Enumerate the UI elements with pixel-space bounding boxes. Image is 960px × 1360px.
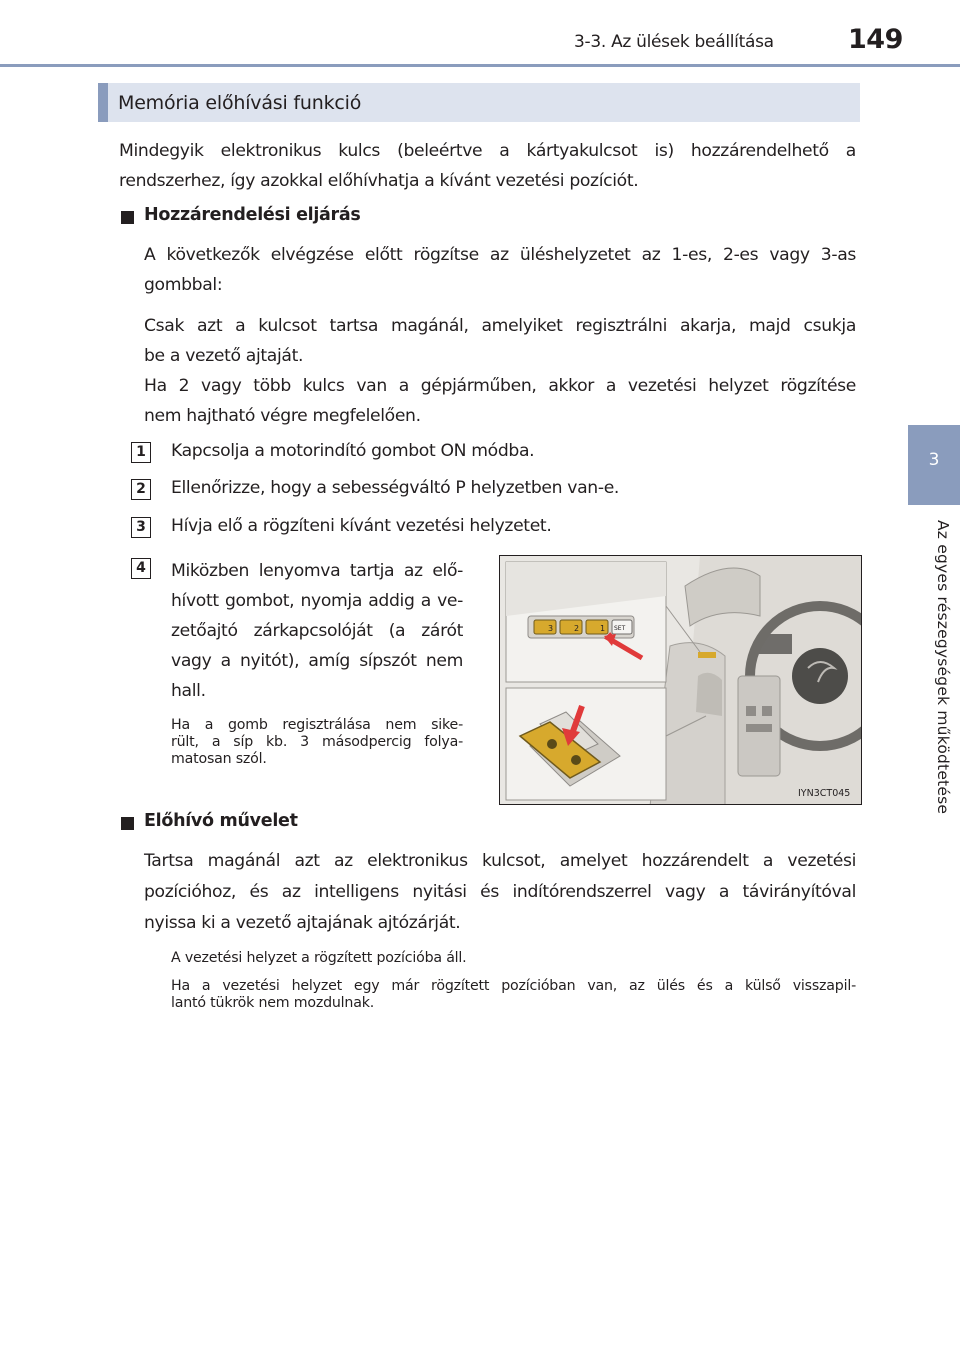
bullet-square	[121, 817, 134, 830]
recall-note2-line2: lantó tükrök nem mozdulnak.	[171, 995, 375, 1011]
step4-line3: zetőajtó zárkapcsolóját (a zárót	[171, 621, 463, 641]
memory-button-3-label: 3	[548, 624, 554, 633]
assign-para2-line3: Ha 2 vagy több kulcs van a gépjárműben, akkor a vezetési helyzet rögzítése	[144, 376, 856, 396]
memory-button-2-label: 2	[574, 624, 580, 633]
chapter-title: Az egyes részegységek működtetése	[934, 520, 952, 815]
memory-button-1-label: 1	[600, 624, 606, 633]
recall-heading: Előhívó művelet	[144, 811, 298, 831]
section-title-bar	[98, 83, 108, 122]
step-text: Hívja elő a rögzíteni kívánt vezetési helyzetet.	[171, 516, 552, 536]
step4-line5: hall.	[171, 681, 206, 701]
bullet-square	[121, 211, 134, 224]
step-number-box: 1	[131, 442, 151, 463]
recall-para-line1: Tartsa magánál azt az elektronikus kulcsot, amelyet hozzárendelt a vezetési	[144, 851, 856, 871]
step4-note-line2: rült, a síp kb. 3 másodpercig folya-	[171, 734, 463, 750]
assign-para1-line2: gombbal:	[144, 275, 223, 295]
page-number: 149	[848, 24, 903, 55]
assign-para2-line1: Csak azt a kulcsot tartsa magánál, amelyiket regisztrálni akarja, majd csukja	[144, 316, 856, 336]
assign-para1-line1: A következők elvégzése előtt rögzítse az üléshelyzetet az 1-es, 2-es vagy 3-as	[144, 245, 856, 265]
chapter-number: 3	[928, 450, 940, 470]
figure-caption: IYN3CT045	[798, 788, 851, 799]
assign-para2-line2: be a vezető ajtaját.	[144, 346, 304, 366]
step-number-box: 2	[131, 479, 151, 500]
step-text: Ellenőrizze, hogy a sebességváltó P helyzetben van-e.	[171, 478, 620, 498]
step4-line1: Miközben lenyomva tartja az elő-	[171, 561, 463, 581]
step-number-box: 4	[131, 558, 151, 579]
recall-para-line3: nyissa ki a vezető ajtajának ajtózárját.	[144, 913, 461, 933]
intro-line-1: Mindegyik elektronikus kulcs (beleértve a kártyakulcsot is) hozzárendelhető a	[119, 141, 856, 161]
step4-line4: vagy a nyitót), amíg sípszót nem	[171, 651, 463, 671]
assign-heading: Hozzárendelési eljárás	[144, 205, 361, 225]
assign-para2-line4: nem hajtható végre megfelelően.	[144, 406, 421, 426]
step-text: Kapcsolja a motorindító gombot ON módba.	[171, 441, 535, 461]
intro-line-2: rendszerhez, így azokkal előhívhatja a kívánt vezetési pozíciót.	[119, 171, 639, 191]
step4-note-line3: matosan szól.	[171, 751, 267, 767]
recall-note1: A vezetési helyzet a rögzített pozícióba áll.	[171, 950, 467, 966]
header-rule	[0, 64, 960, 67]
step4-note-line1: Ha a gomb regisztrálása nem sike-	[171, 717, 463, 733]
recall-para-line2: pozícióhoz, és az intelligens nyitási és indítórendszerrel vagy a távirányítóval	[144, 882, 856, 902]
illustration	[499, 555, 862, 805]
step-number-box: 3	[131, 517, 151, 538]
set-button-label: SET	[614, 625, 626, 632]
step4-line2: hívott gombot, nyomja addig a ve-	[171, 591, 463, 611]
recall-note2-line1: Ha a vezetési helyzet egy már rögzített pozícióban van, az ülés és a külső visszapil-	[171, 978, 856, 994]
section-title: Memória előhívási funkció	[118, 92, 362, 114]
illustration-svg	[500, 556, 862, 805]
running-header-section: 3-3. Az ülések beállítása	[574, 32, 774, 52]
